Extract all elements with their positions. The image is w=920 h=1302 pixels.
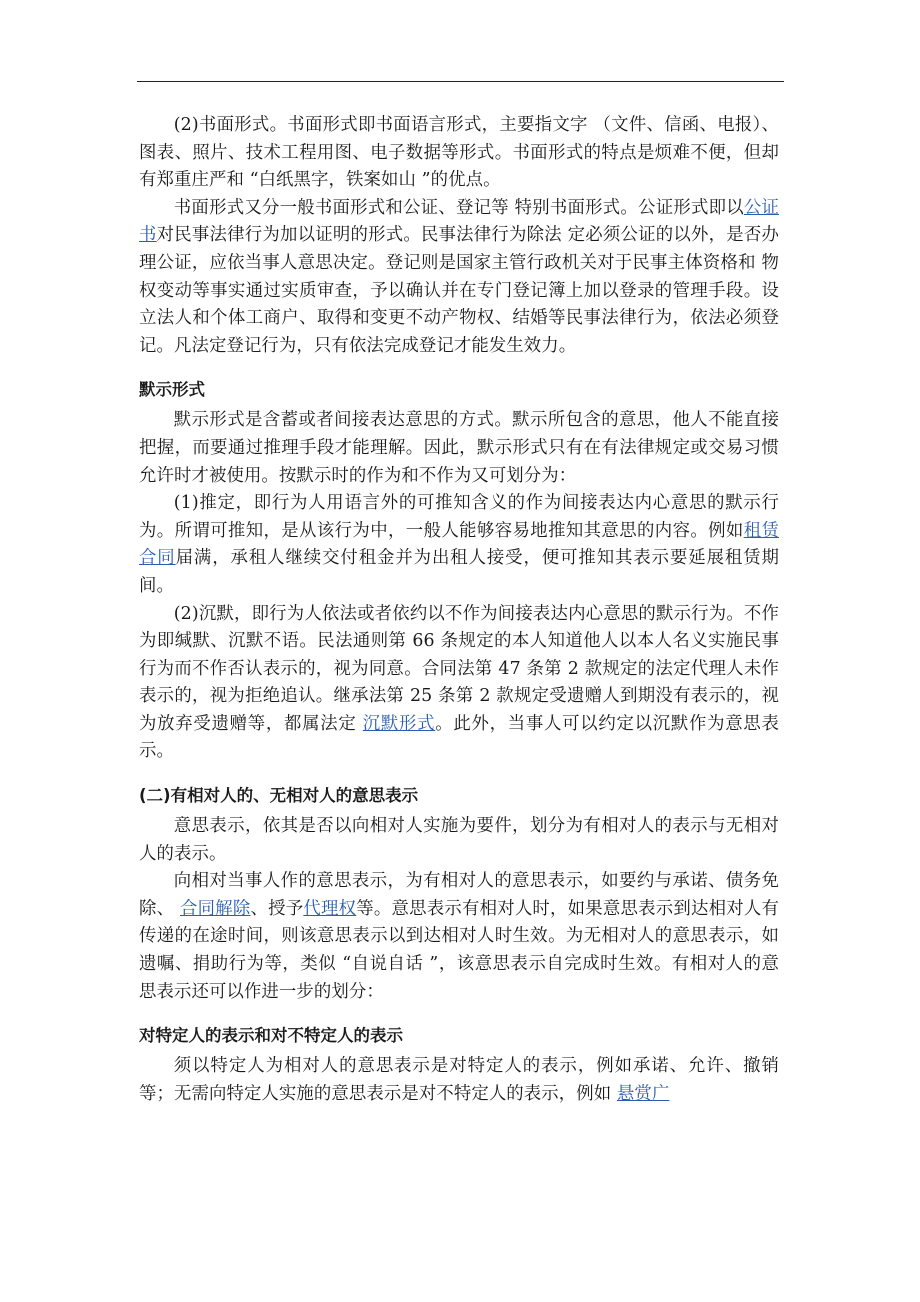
paragraph-presumption <box>139 490 779 600</box>
link-代理权[interactable]: 代理权 <box>303 898 357 919</box>
heading-specific-person: 对特定人的表示和对不特定人的表示 <box>139 1026 403 1046</box>
text-segment: 须以特定人为相对人的意思表示是对特定人的表示，例如承诺、允许、撤销等；无需向特定人实施的意思表示是对不特定人的表示，例如 <box>139 1056 779 1104</box>
link-沉默形式[interactable]: 沉默形式 <box>362 713 436 734</box>
text-segment: 届满，承租人继续交付租金并为出租人接受，便可推知其表示要延展租赁期间。 <box>139 548 779 596</box>
text-segment: 。此外，当事人可以约定以沉默作为意思表示。 <box>139 713 779 762</box>
link-合同解除[interactable]: 合同解除 <box>180 898 251 919</box>
text-segment: 对民事法律行为加以证明的形式。民事法律行为除法 定必须公证的以外，是否办理公证，应依当事人意思决定。登记则是国家主管行政机关对于民事主体资格和 物权变动等事实通过实质审查，予以确认并在专门登记簿上加以登录的管理手段。设立法人和个体工商户、取得和变更不动产物权、结婚等民事法律行为，依法必须登记。凡法定登记行为，只有依法完成登记才能发生效力。 <box>139 225 779 356</box>
paragraph-silence <box>139 601 779 767</box>
paragraph-notarization <box>139 195 779 361</box>
heading-counterparty: (二)有相对人的、无相对人的意思表示 <box>139 786 419 806</box>
text-segment: 向相对当事人作的意思表示，为有相对人的意思表示，如要约与承诺、债务免除、 <box>139 871 779 919</box>
text-segment: 书面形式又分一般书面形式和公证、登记等 特别书面形式。公证形式即以 <box>173 197 744 218</box>
text-segment: (1)推定，即行为人用语言外的可推知含义的作为间接表达内心意思的默示行为。所谓可推知，是从该行为中，一般人能够容易地推知其意思的内容。例如 <box>139 493 779 541</box>
text-segment: (2)沉默，即行为人依法或者依约以不作为间接表达内心意思的默示行为。不作为即缄默、沉默不语。民法通则第 66 条规定的本人知道他人以本人名义实施民事行为而不作否认表示的，视为同意。合同法第 47 条第 2 款规定的法定代理人未作表示的，视为拒绝追认。继承法第 25 条第 2 款规定受遗赠人到期没有表示的，视为放弃受遗赠等，都属法定 <box>139 603 779 734</box>
paragraph-written-form <box>139 112 779 195</box>
paragraph-counterparty-detail <box>139 868 779 1006</box>
link-公证书[interactable]: 公证书 <box>139 197 779 246</box>
document-body <box>139 112 779 1108</box>
link-租赁合同[interactable]: 租赁合同 <box>139 520 779 569</box>
header-rule <box>137 81 784 82</box>
heading-implied-form: 默示形式 <box>139 380 205 400</box>
text-segment: 、授予 <box>250 898 304 919</box>
paragraph-counterparty-intro <box>139 813 779 868</box>
link-悬赏广[interactable]: 悬赏广 <box>616 1083 670 1104</box>
paragraph-specific-person <box>139 1053 779 1108</box>
text-segment: 默示形式是含蓄或者间接表达意思的方式。默示所包含的意思，他人不能直接把握，而要通过推理手段才能理解。因此，默示形式只有在有法律规定或交易习惯允许时才被使用。按默示时的作为和不作为又可划分为： <box>139 410 779 486</box>
paragraph-implied-form <box>139 407 779 490</box>
text-segment: 等。意思表示有相对人时，如果意思表示到达相对人有传递的在途时间，则该意思表示以到达相对人时生效。为无相对人的意思表示，如遗嘱、捐助行为等，类似 “自说自话 ”，该意思表示自完成时生效。有相对人的意思表示还可以作进一步的划分： <box>139 898 779 1002</box>
text-segment: 意思表示，依其是否以向相对人实施为要件，划分为有相对人的表示与无相对人的表示。 <box>139 816 779 864</box>
text-segment: (2)书面形式。书面形式即书面语言形式，主要指文字 （文件、信函、电报）、图表、照片、技术工程用图、电子数据等形式。书面形式的特点是烦难不便，但却有郑重庄严和 “白纸黑字，铁案如山 ”的优点。 <box>139 115 779 191</box>
